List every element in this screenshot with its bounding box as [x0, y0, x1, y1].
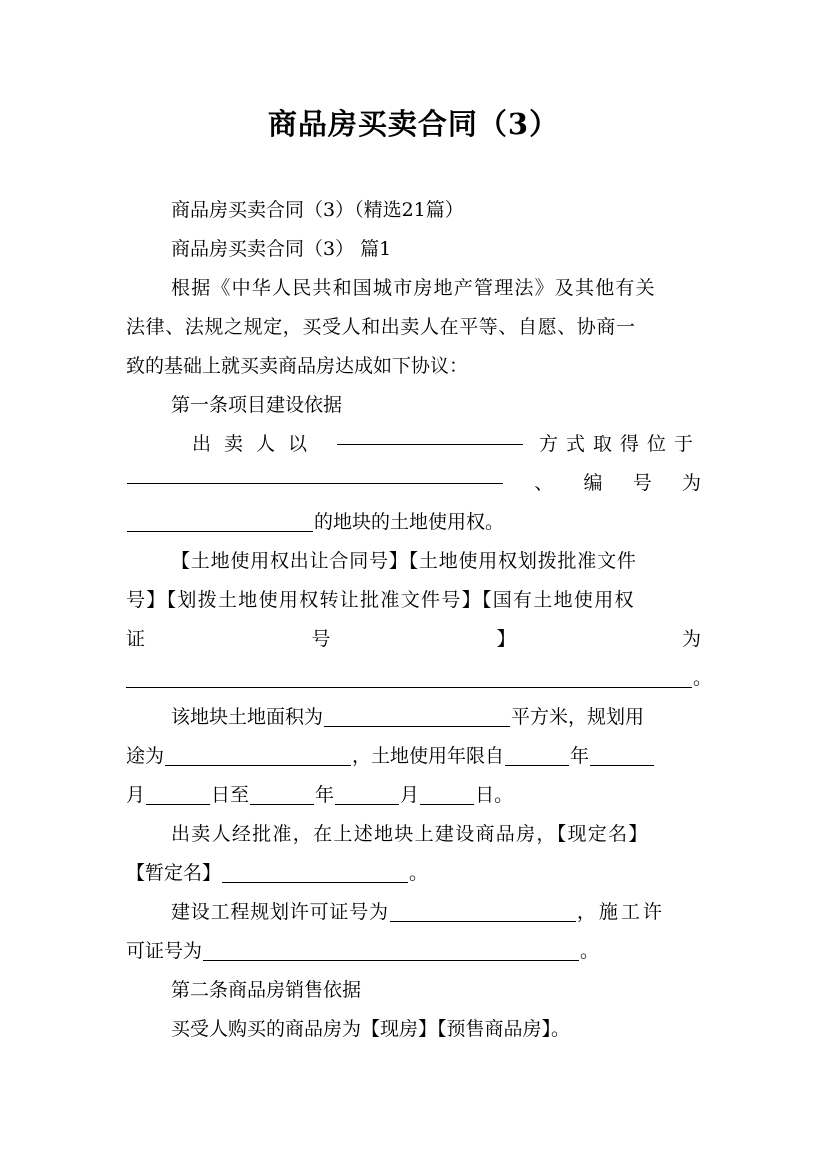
clause-1-p4-line-1: 出卖人经批准，在上述地块上建设商品房，【现定名】 — [171, 823, 649, 845]
text-segment: ，土地使用年限自 — [352, 745, 505, 767]
clause-1-p2-line-4 — [126, 659, 716, 697]
blank-field — [126, 687, 692, 688]
clause-1-p5-line-2 — [126, 932, 701, 970]
subtitle: 商品房买卖合同（3）（精选21篇） — [171, 199, 464, 221]
clause-1-p5-line-1 — [171, 893, 701, 931]
text-segment: 号 — [632, 472, 652, 494]
blank-field — [390, 921, 576, 922]
blank-field — [505, 765, 569, 766]
blank-field — [127, 483, 503, 484]
intro-line-1: 根据《中华人民共和国城市房地产管理法》及其他有关 — [171, 277, 656, 299]
blank-field — [324, 726, 510, 727]
text-segment: 为 — [681, 628, 701, 650]
text-segment: 建设工程规划许可证号为 — [171, 901, 389, 923]
text-segment: 月 — [400, 784, 420, 806]
intro-line-2: 法律、法规之规定，买受人和出卖人在平等、自愿、协商一 — [126, 316, 636, 338]
blank-field — [335, 804, 399, 805]
text-segment: 月 — [126, 784, 146, 806]
text-segment: ，施工许 — [576, 901, 665, 923]
text-segment: 该地块土地面积为 — [171, 706, 324, 728]
text-segment: 的地块的土地使用权。 — [314, 511, 505, 533]
blank-field — [222, 882, 408, 883]
text-segment: 途为 — [126, 745, 165, 767]
blank-field — [165, 765, 351, 766]
clause-1-p2-line-3 — [126, 620, 701, 658]
text-segment: 。 — [409, 862, 429, 884]
clause-1-p4-line-2 — [126, 854, 701, 892]
blank-field — [127, 531, 313, 532]
text-segment: 年 — [570, 745, 590, 767]
clause-1-heading: 第一条项目建设依据 — [171, 394, 343, 416]
clause-1-p2-line-1: 【土地使用权出让合同号】【土地使用权划拨批准文件 — [171, 550, 637, 572]
clause-1-p1-line-3 — [126, 503, 701, 541]
text-segment: 。 — [693, 667, 713, 689]
clause-1-p1-line-1 — [192, 425, 701, 463]
text-segment: 。 — [580, 940, 600, 962]
clause-1-p2-line-2: 号】【划拨土地使用权转让批准文件号】【国有土地使用权 — [126, 589, 635, 611]
text-segment: 号 — [311, 628, 331, 650]
text-segment: 为 — [681, 472, 701, 494]
blank-field — [203, 960, 579, 961]
text-segment: 【暂定名】 — [126, 862, 222, 884]
text-segment: 方式取得位于 — [538, 433, 701, 455]
clause-2-heading: 第二条商品房销售依据 — [171, 979, 362, 1001]
clause-2-p1: 买受人购买的商品房为【现房】【预售商品房】。 — [171, 1018, 571, 1040]
clause-1-p1-line-2 — [126, 464, 701, 502]
clause-1-p3-line-2 — [126, 737, 701, 775]
clause-1-p3-line-1 — [171, 698, 701, 736]
text-segment: 可证号为 — [126, 940, 203, 962]
blank-field — [337, 444, 523, 445]
text-segment: 】 — [496, 628, 516, 650]
text-segment: 证 — [126, 628, 146, 650]
text-segment: 日。 — [475, 784, 514, 806]
article-heading: 商品房买卖合同（3） 篇1 — [171, 238, 392, 260]
text-segment: 、 — [534, 472, 554, 494]
blank-field — [250, 804, 314, 805]
text-segment: 年 — [315, 784, 335, 806]
text-segment: 编 — [583, 472, 603, 494]
blank-field — [146, 804, 210, 805]
document-title: 商品房买卖合同（3） — [267, 107, 560, 141]
text-segment: 出卖人以 — [192, 433, 321, 455]
text-segment: 日至 — [211, 784, 250, 806]
intro-line-3: 致的基础上就买卖商品房达成如下协议： — [126, 355, 469, 377]
blank-field — [420, 804, 474, 805]
blank-field — [590, 765, 654, 766]
text-segment: 平方米，规划用 — [511, 706, 645, 728]
clause-1-p3-line-3 — [126, 776, 701, 814]
